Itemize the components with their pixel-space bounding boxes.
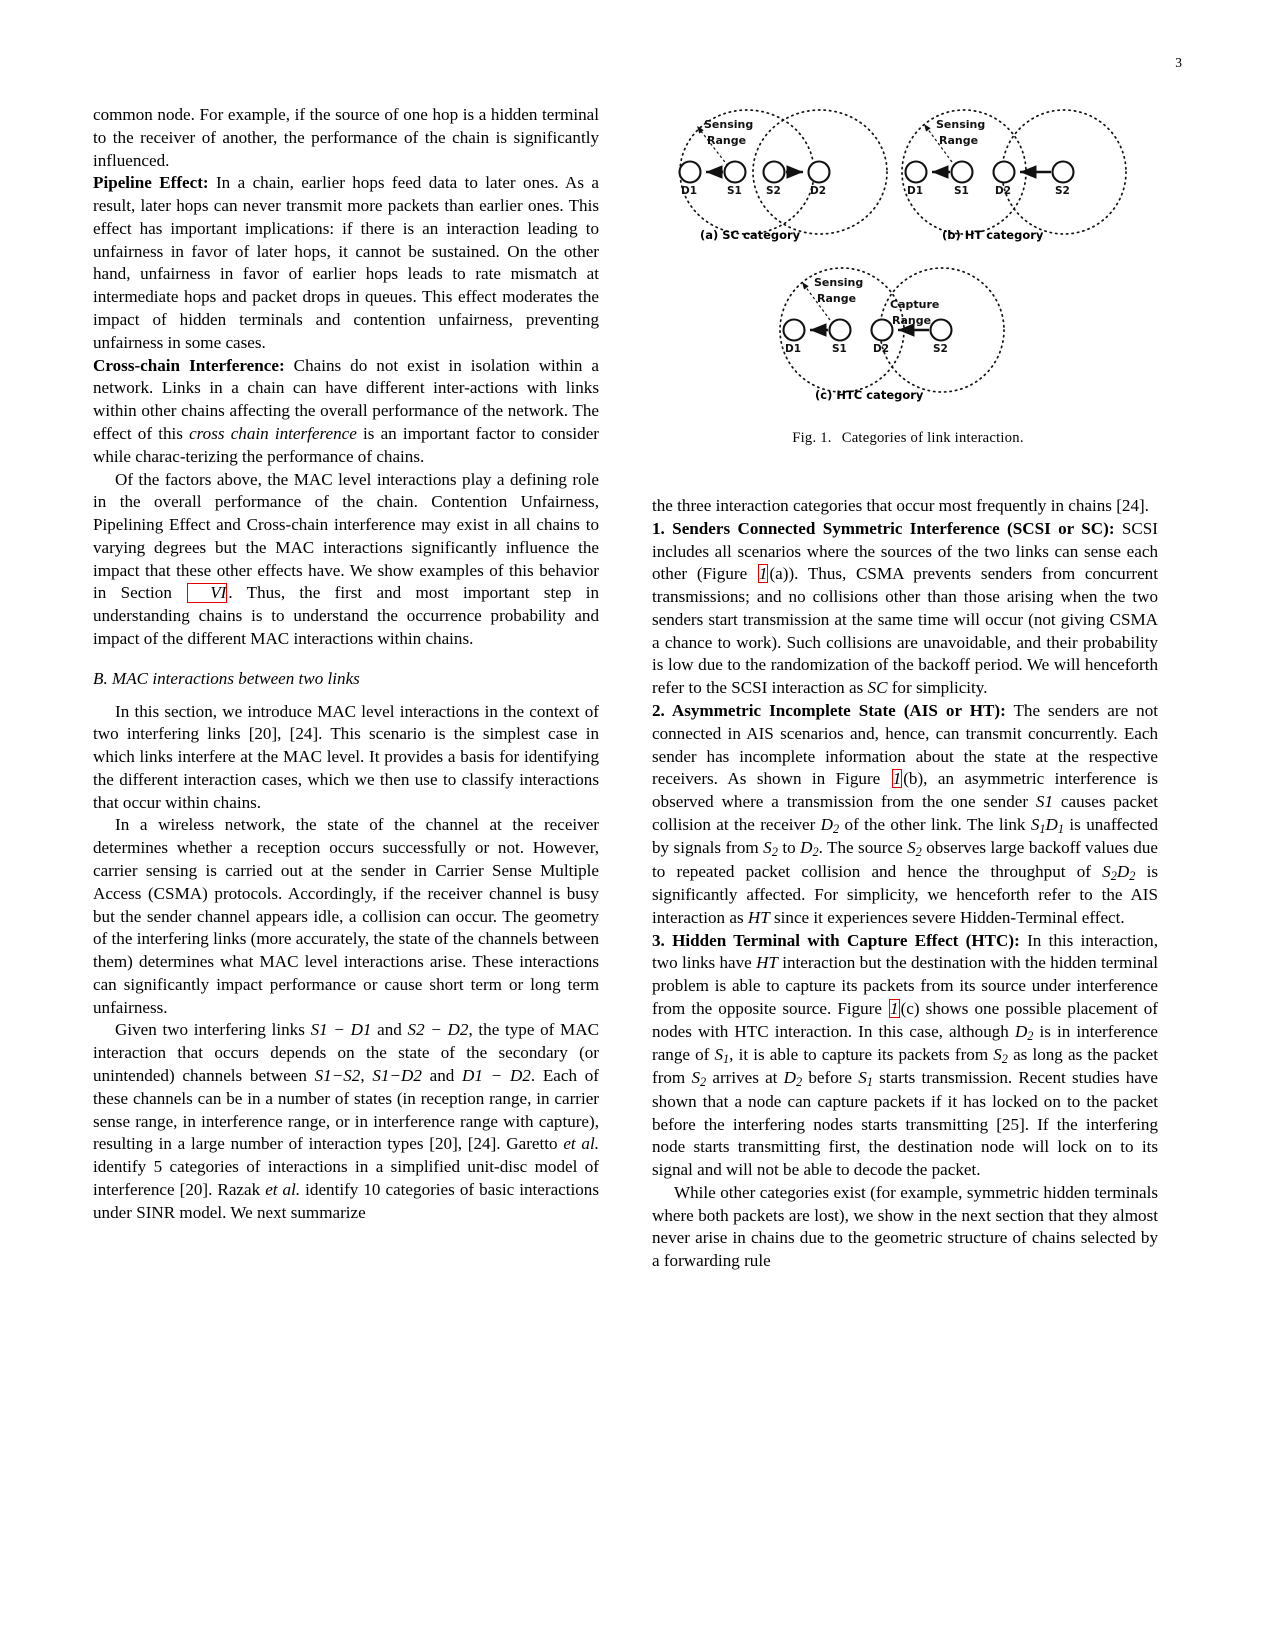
paragraph-text: and [421,1066,463,1086]
paragraph-text: observes large backoff values due to repeated packet collision and hence the throughput of [652,838,1158,881]
annotation-capture-c: Capture [890,298,940,311]
node-label-d2-a: D2 [810,185,827,197]
math-d1-d2: D1 − D2 [462,1066,531,1086]
emph-cross-chain-interference: cross chain interference [189,423,357,443]
annotation-sensing-c: Sensing [814,276,864,289]
left-column [93,104,599,1225]
paragraph-text: before [802,1068,859,1088]
paragraph-text: , it is able to capture its packets from [729,1045,994,1065]
figure-link-1-c[interactable]: 1 [890,998,899,1018]
math-d2-c: $D_2$ [1014,1021,1034,1043]
subfigure-c [780,268,1004,392]
paragraph-text: to [777,838,801,858]
emph-ht: HT [747,907,770,927]
paragraph-text: as long as the packet from [652,1045,1158,1088]
paragraph-text: . The source [818,838,908,858]
math-d2-d: $D_2$ [783,1068,803,1090]
right-column [652,495,1158,1273]
math-s2d2: $S_2D_2$ [1102,861,1136,883]
paragraph-text: (a)). Thus, CSMA prevents senders from concurrent transmissions; and no collisions other than those arising when the two senders start transmission at the same time will occur (not giving CSMA a chance to work). Such collisions are unavoidable, and their probability is low due to the randomization of the backoff period. We will henceforth refer to the SCSI interaction as [652,564,1158,698]
subfigure-caption-a: (a) SC category [700,228,801,242]
node-label-s1-c: S1 [832,343,847,355]
math-s2: $S_2$ [763,838,778,860]
paragraph-text: Of the factors above, the MAC level interactions play a defining role in the overall performance of the chain. Contention Unfairness, Pipelining Effect and Cross-chain interference may exist in all chains to varying degrees but the MAC interactions significantly influence the impact that these other effects have. We show examples of this behavior in Section [93,469,599,603]
paragraph-text: , [360,1066,373,1086]
paragraph-text: Given two interfering links [115,1020,311,1040]
figure-1-graphic [652,100,1164,460]
paragraph-text: identify 5 categories of interactions in a simplified unit-disc model of interference [20]. Razak [93,1157,599,1199]
math-s1-d2: S1−D2 [372,1066,422,1086]
figure-caption [652,430,1164,447]
node-label-s2-c: S2 [933,343,948,355]
annotation-range-c: Range [817,292,857,305]
paragraph-text: In a wireless network, the state of the channel at the receiver determines whether a reception occurs successfully or not. However, carrier sensing is carried out at the sender in Carrier Sense Multiple Access (CSMA) protocols. Accordingly, if the receiver channel is busy but the sender channel appears idle, a collision can occur. The geometry of the interfering links (more accurately, the state of the channels between them) determines what MAC level interactions arise. These interactions can significantly impact performance or cause short term or long term unfairness. [93,815,599,1017]
runin-head-htc: 3. Hidden Terminal with Capture Effect (HTC): [652,930,1020,950]
math-s2-d: $S_2$ [691,1068,707,1090]
math-s2-c: $S_2$ [993,1045,1008,1067]
subfigure-caption-b: (b) HT category [942,228,1044,242]
paragraph-text: (c) shows one possible placement of nodes with HTC interaction. In this case, although [652,998,1158,1041]
figure-caption-text: Categories of link interaction. [841,430,1024,446]
math-s1: S1 [1035,792,1054,812]
paragraph-three-categories [652,495,1158,518]
paragraph-text: is significantly affected. For simplicity, we henceforth refer to the AIS interaction as [652,861,1158,927]
paragraph-htc [652,930,1158,1182]
figure-1-svg [652,100,1164,460]
math-d2-b: $D_2$ [800,838,819,860]
math-s1-d: $S_1$ [858,1068,873,1090]
subfigure-b [902,110,1126,234]
subfigure-a [680,110,888,234]
paragraph-text: (b), an asymmetric interference is observed where a transmission from the one sender [652,769,1159,812]
annotation-sensing-b: Sensing [936,118,986,131]
paragraph-text: SCSI includes all scenarios where the sources of the two links can sense each other (Figure [652,518,1158,584]
annotation-range2-c: Range [892,314,932,327]
paragraph-wireless-network [93,814,599,1019]
node-label-d1-a: D1 [681,185,698,197]
paragraph-given-two-links [93,1019,599,1224]
paragraph-text: of the other link. The link [839,814,1031,834]
section-heading-b: B. MAC interactions between two links [93,668,360,688]
node-label-d2-b: D2 [995,185,1012,197]
figure-link-1-b[interactable]: 1 [892,769,902,789]
math-s1-d1: S1 − D1 [310,1020,372,1040]
math-s1-c: $S_1$ [714,1045,730,1067]
paragraph-scsi [652,518,1158,700]
runin-head-ais: 2. Asymmetric Incomplete State (AIS or HT): [652,701,1006,721]
math-d2: $D_2$ [820,814,840,836]
math-s2-d2: S2 − D2 [407,1020,469,1040]
figure-link-1-a[interactable]: 1 [758,564,768,584]
annotation-sensing-a: Sensing [704,118,754,131]
subfigure-caption-c: (c) HTC category [815,388,924,402]
runin-head-scsi: 1. Senders Connected Symmetric Interference (SCSI or SC): [652,518,1115,538]
paragraph-text: In a chain, earlier hops feed data to later ones. As a result, later hops can never transmit more packets than earlier ones. This effect has important implications: if there is an interaction leading to unfairness in favor of later hops, it cannot be sustained. On the other hand, unfairness in favor of earlier hops leads to rate mismatch at intermediate hops and packet drops in queues. This effect moderates the impact of hidden terminals and contention unfairness, preventing unfairness in some cases. [93,173,599,352]
paragraph-text: . Each of these channels can be in a number of states (in reception range, in carrier sense range, in interference range, or in interference range with capture), resulting in a large number of interaction types [20], [24]. Garetto [93,1066,599,1154]
paragraph-text: identify 10 categories of basic interactions under SINR model. We next summarize [93,1179,600,1222]
node-label-s1-a: S1 [727,185,742,197]
emph-sc: SC [867,678,888,698]
paragraph-text: While other categories exist (for example, symmetric hidden terminals where both packets are lost), we show in the next section that they almost never arise in chains due to the geometric structure of chains selected by a forwarding rule [652,1182,1158,1271]
paragraph-text: . Thus, the first and most important step in understanding chains is to understand the occurrence probability and impact of the different MAC interactions within chains. [93,583,599,648]
emph-ht-2: HT [756,953,778,973]
paragraph-pipeline-effect [93,172,599,354]
node-label-s2-a: S2 [766,185,781,197]
math-s1d1: $S_1D_1$ [1030,814,1065,836]
paragraph-text: In this section, we introduce MAC level interactions in the context of two interfering links [20], [24]. This scenario is the simplest case in which links interfere at the MAC level. It provides a basis for identifying the different interaction cases, which we then use to classify interactions that occur within chains. [93,701,599,812]
annotation-range-a: Range [707,134,747,147]
paragraph-text: common node. For example, if the source of one hop is a hidden terminal to the receiver of another, the performance of the chain is significantly influenced. [93,105,599,170]
paragraph-other-categories [652,1182,1158,1273]
paragraph-text: starts transmission. Recent studies have shown that a node can capture packets if it has locked on to the packet before the interfering nodes starts transmitting [25]. If the interfering node starts transmitting first, the destination node will lock on to its signal and will not be able to decode the packet. [652,1068,1158,1180]
node-label-d1-c: D1 [785,343,802,355]
paragraph-text: since it experiences severe Hidden-Terminal effect. [769,907,1125,927]
paragraph-of-the-factors [93,469,599,651]
paragraph-text: is an important factor to consider while charac-terizing the performance of chains. [93,423,599,466]
figure-label: Fig. 1. [792,430,832,446]
node-label-s2-b: S2 [1055,185,1070,197]
paragraph-text: In this interaction, two links have [652,930,1158,973]
paragraph-text: causes packet collision at the receiver [652,792,1158,834]
paragraph-text: is unaffected by signals from [652,814,1159,858]
paragraph-ais [652,700,1158,930]
paragraph-text: Chains do not exist in isolation within a network. Links in a chain can have different inter-actions with links within other chains affecting the overall performance of the network. The effect of this [93,355,599,443]
emph-et-al-1: et al. [563,1134,599,1154]
paragraph-text: , the type of MAC interaction that occurs depends on the state of the secondary (or unintended) channels between [93,1020,599,1086]
page-number: 3 [1175,55,1182,70]
paragraph-text: interaction but the destination with the hidden terminal problem is able to capture its packets from its source under interference from the opposite source. Figure [652,953,1158,1018]
paragraph-text: for simplicity. [887,678,988,698]
runin-head-cross-chain: Cross-chain Interference: [93,355,285,375]
paragraph-text: The senders are not connected in AIS scenarios and, hence, can transmit concurrently. Each sender has incomplete information about the state at the respective receivers. As shown in Figure [652,701,1158,789]
node-label-d2-c: D2 [873,343,890,355]
paragraph-text: the three interaction categories that occur most frequently in chains [24]. [652,496,1149,515]
paragraph-common-node [93,104,599,172]
annotation-range-b: Range [939,134,979,147]
paragraph-text: arrives at [706,1068,784,1088]
paragraph-in-this-section [93,701,599,815]
node-label-s1-b: S1 [954,185,969,197]
section-link-vi[interactable]: VI [187,583,227,602]
paragraph-text: and [371,1020,408,1040]
paragraph-cross-chain [93,355,599,469]
runin-head-pipeline: Pipeline Effect: [93,173,209,193]
emph-et-al-2: et al. [265,1179,301,1199]
node-label-d1-b: D1 [907,185,924,197]
paragraph-text: is in interference range of [652,1021,1159,1065]
math-s1-s2: S1−S2 [314,1066,361,1086]
math-s2-b: $S_2$ [907,838,922,860]
